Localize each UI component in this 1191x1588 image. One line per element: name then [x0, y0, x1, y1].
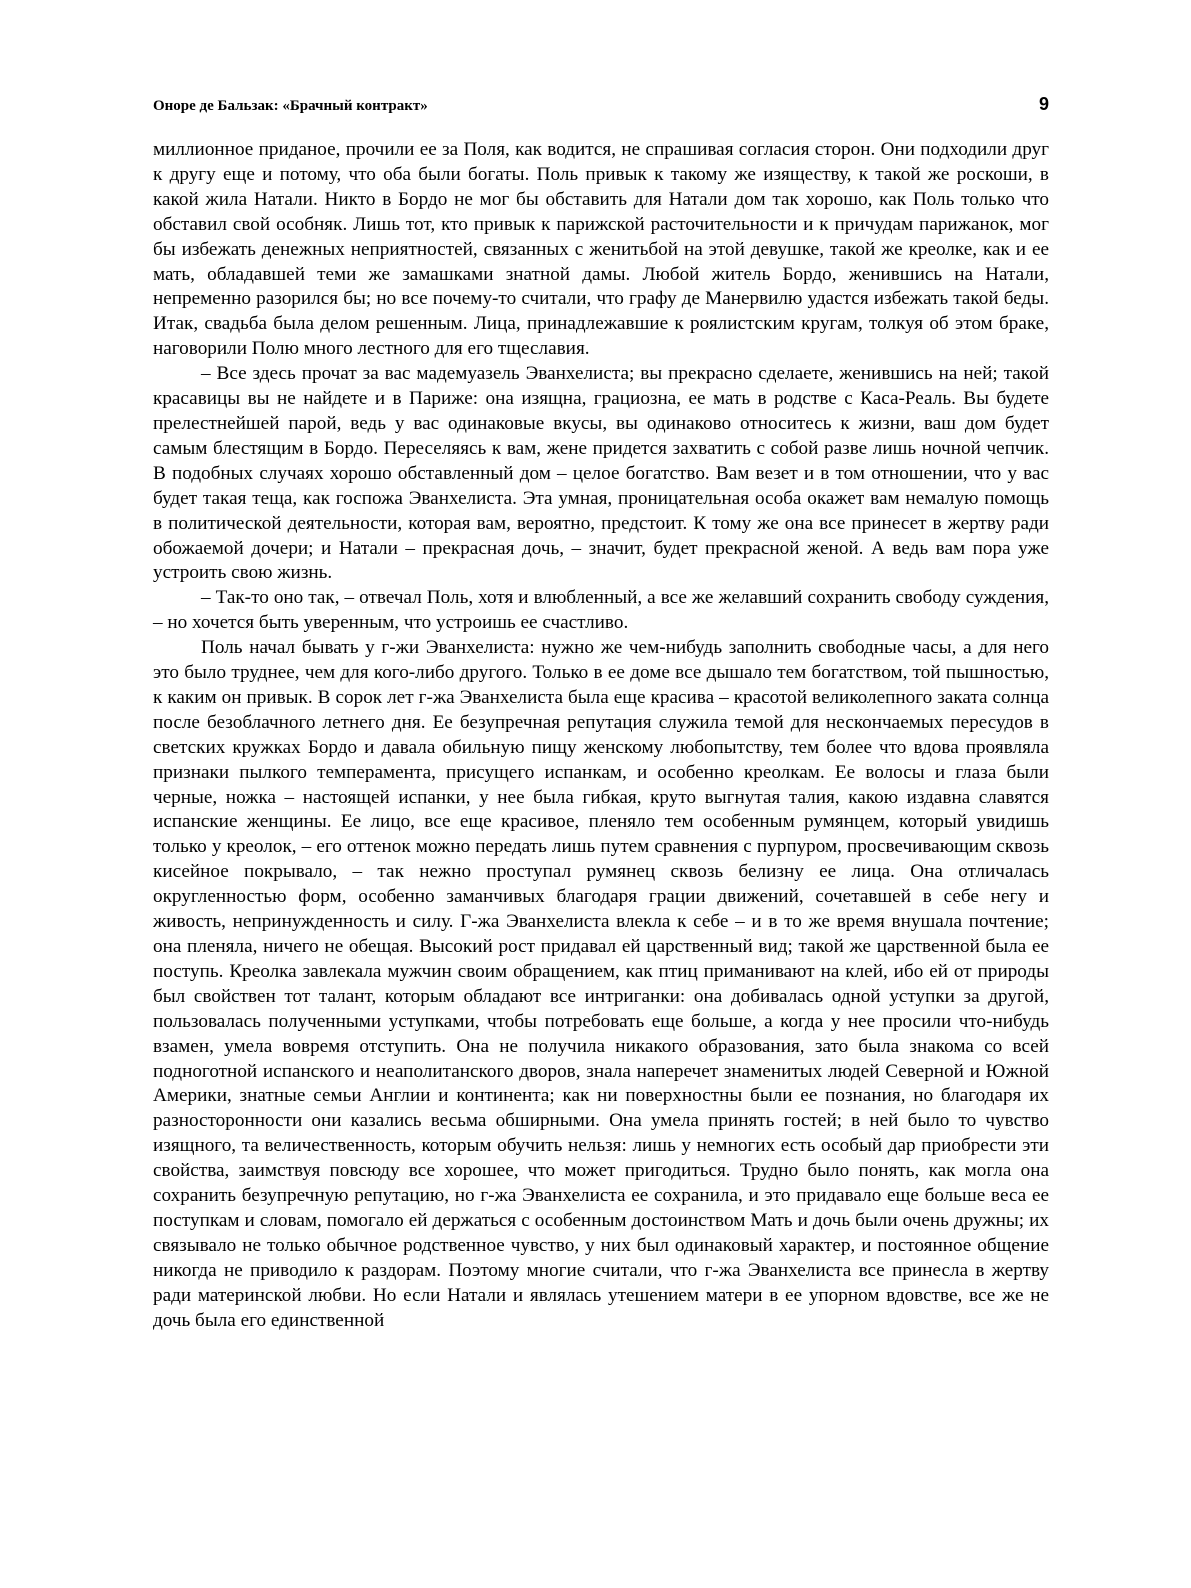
paragraph-1: миллионное приданое, прочили ее за Поля, как водится, не спрашивая согласия сторон. Они подходили друг к другу еще и потому, что оба были богаты. Поль привык к такому же изяществу, к такой же роскоши, в какой жила Натали. Никто в Бордо не мог бы обставить для Натали дом так хорошо, как Поль только что обставил свой особняк. Лишь тот, кто привык к парижской расточительности и к причудам парижанок, мог бы избежать денежных неприятностей, связанных с женитьбой на этой девушке, такой же креолке, как и ее мать, обладавшей теми же замашками знатной дамы. Любой житель Бордо, женившись на Натали, непременно разорился бы; но все почему-то считали, что графу де Манервилю удастся избежать такой беды. Итак, свадьба была делом решенным. Лица, принадлежавшие к роялистским кругам, толкуя об этом браке, наговорили Полю много лестного для его тщеславия. — [153, 139, 1049, 360]
paragraph-2: – Все здесь прочат за вас мадемуазель Эванхелиста; вы прекрасно сделаете, женившись на ней; такой красавицы вы не найдете и в Париже: она изящна, грациозна, ее мать в родстве с Каса-Реаль. Вы будете прелестнейшей парой, ведь у вас одинаковые вкусы, вы одинаково относитесь к жизни, ваш дом будет самым блестящим в Бордо. Переселяясь к вам, жене придется захватить с собой разве лишь ночной чепчик. В подобных случаях хорошо обставленный дом – целое богатство. Вам везет и в том отношении, что у вас будет такая теща, как госпожа Эванхелиста. Эта умная, проницательная особа окажет вам немалую помощь в политической деятельности, которая вам, вероятно, предстоит. К тому же она все принесет в жертву ради обожаемой дочери; и Натали – прекрасная дочь, – значит, будет прекрасной женой. А ведь вам пора уже устроить свою жизнь. — [153, 363, 1049, 584]
page-header — [153, 96, 1049, 120]
page-body — [153, 138, 1049, 1334]
paragraph-3: – Так-то оно так, – отвечал Поль, хотя и влюбленный, а все же желавший сохранить свободу суждения, – но хочется быть уверенным, что устроишь ее счастливо. — [153, 587, 1049, 634]
running-title: Оноре де Бальзак: «Брачный контракт» — [153, 98, 428, 114]
paragraph-4: Поль начал бывать у г-жи Эванхелиста: нужно же чем-нибудь заполнить свободные часы, а для него это было труднее, чем для кого-либо другого. Только в ее доме все дышало тем богатством, той пышностью, к каким он привык. В сорок лет г-жа Эванхелиста была еще красива – красотой великолепного заката солнца после безоблачного летнего дня. Ее безупречная репутация служила темой для нескончаемых пересудов в светских кружках Бордо и давала обильную пищу женскому любопытству, тем более что вдова проявляла признаки пылкого темперамента, присущего испанкам, и особенно креолкам. Ее волосы и глаза были черные, ножка – настоящей испанки, у нее была гибкая, круто выгнутая талия, какою издавна славятся испанские женщины. Ее лицо, все еще красивое, пленяло тем особенным румянцем, который увидишь только у креолок, – его оттенок можно передать лишь путем сравнения с пурпуром, просвечивающим сквозь кисейное покрывало, – так нежно проступал румянец сквозь белизну ее лица. Она отличалась округленностью форм, особенно заманчивых благодаря грации движений, сочетавшей в себе негу и живость, непринужденность и силу. Г-жа Эванхелиста влекла к себе – и в то же время внушала почтение; она пленяла, ничего не обещая. Высокий рост придавал ей царственный вид; такой же царственной была ее поступь. Креолка завлекала мужчин своим обращением, как птиц приманивают на клей, ибо ей от природы был свойствен тот талант, которым обладают все интриганки: она добивалась одной уступки за другой, пользовалась полученными уступками, чтобы потребовать еще больше, а когда у нее просили что-нибудь взамен, умела вовремя отступить. Она не получила никакого образования, зато была знакома со всей подноготной испанского и неаполитанского дворов, знала наперечет знаменитых людей Северной и Южной Америки, знатные семьи Англии и континента; как ни поверхностны были ее познания, но благодаря их разносторонности они казались весьма обширными. Она умела принять гостей; в ней было то чувство изящного, та величественность, которым обучить нельзя: лишь у немногих есть особый дар приобрести эти свойства, заимствуя повсюду все хорошее, что может пригодиться. Трудно было понять, как могла она сохранить безупречную репутацию, но г-жа Эванхелиста ее сохранила, и это придавало еще больше веса ее поступкам и словам, помогало ей держаться с особенным достоинством Мать и дочь были очень дружны; их связывало не только обычное родственное чувство, у них был одинаковый характер, и постоянное общение никогда не приводило к раздорам. Поэтому многие считали, что г-жа Эванхелиста все принесла в жертву ради материнской любви. Но если Натали и являлась утешением матери в ее упорном вдовстве, все же не дочь была его единственной — [153, 637, 1049, 1331]
page-number: 9 — [1038, 94, 1049, 114]
